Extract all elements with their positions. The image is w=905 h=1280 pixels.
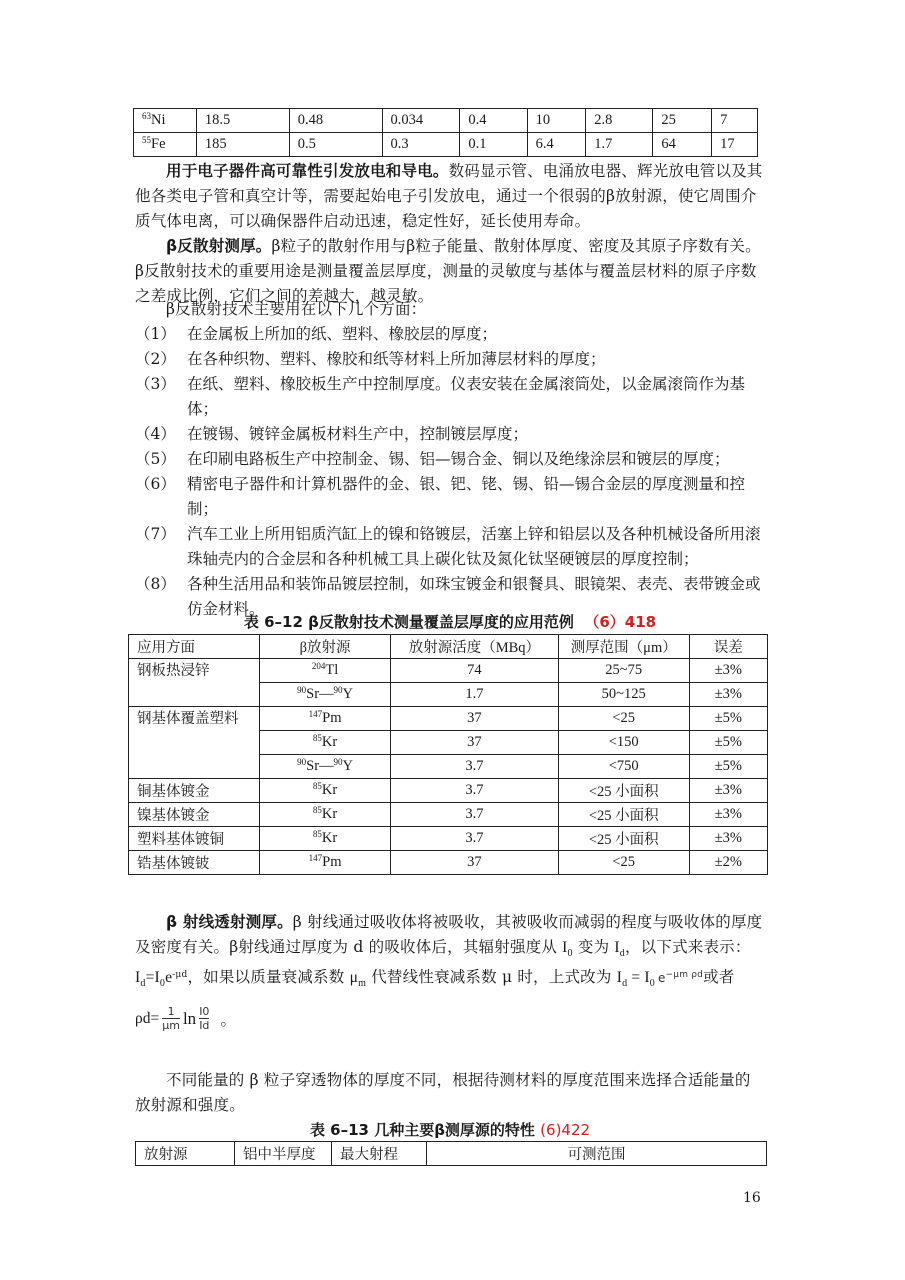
uses-list bbox=[135, 322, 765, 622]
activity-cell: 1.7 bbox=[391, 683, 559, 707]
source-cell: $^{85}$Kr bbox=[260, 731, 391, 755]
range-cell: <25 小面积 bbox=[558, 803, 689, 827]
cell: 7 bbox=[712, 109, 758, 133]
cell: 6.4 bbox=[527, 133, 586, 157]
table-row bbox=[129, 827, 768, 851]
source-cell: $^{85}$Kr bbox=[260, 827, 391, 851]
range-cell: <25 bbox=[558, 851, 689, 875]
header-cell: β放射源 bbox=[260, 635, 391, 659]
app-cell: 镍基体镀金 bbox=[129, 803, 260, 827]
range-cell: <25 bbox=[558, 707, 689, 731]
app-cell: 铜基体镀金 bbox=[129, 779, 260, 803]
isotope-table-continued bbox=[133, 108, 758, 157]
range-cell: 25~75 bbox=[558, 659, 689, 683]
source-cell: $^{90}$Sr—$^{90}$Y bbox=[260, 683, 391, 707]
activity-cell: 74 bbox=[391, 659, 559, 683]
cell: 0.48 bbox=[289, 109, 382, 133]
table-row bbox=[134, 133, 758, 157]
range-cell: <150 bbox=[558, 731, 689, 755]
header-cell: 应用方面 bbox=[129, 635, 260, 659]
paragraph-energy: 不同能量的 β 粒子穿透物体的厚度不同，根据待测材料的厚度范围来选择合适能量的放射源和强度。 bbox=[135, 1071, 751, 1114]
source-cell: $^{147}$Pm bbox=[260, 851, 391, 875]
range-cell: 50~125 bbox=[558, 683, 689, 707]
cell: 0.034 bbox=[382, 109, 460, 133]
paragraph-heading: β反散射测厚。 bbox=[166, 237, 272, 255]
list-item: （5） 在印刷电路板生产中控制金、锡、铝—锡合金、铜以及绝缘涂层和镀层的厚度； bbox=[135, 450, 730, 468]
paragraph-text: 数码显示管、电涌放电器、辉光放电管以及其他各类电子管和真空计等，需要起始电子引发放电，通过一个很弱的β放射源，使它周围介质气体电离，可以确保器件启动迅速，稳定性好，延长使用寿命。 bbox=[135, 162, 763, 230]
header-cell: 最大射程 bbox=[332, 1142, 427, 1166]
list-item: （3） 在纸、塑料、橡胶板生产中控制厚度。仪表安装在金属滚筒处，以金属滚筒作为基体； bbox=[135, 375, 746, 418]
list-item: （6） 精密电子器件和计算机器件的金、银、钯、铑、锡、铅—锡合金层的厚度测量和控制； bbox=[135, 475, 746, 518]
table-header-row bbox=[129, 635, 768, 659]
header-cell: 可测范围 bbox=[427, 1142, 767, 1166]
cell: 0.4 bbox=[460, 109, 527, 133]
activity-cell: 3.7 bbox=[391, 779, 559, 803]
table-header-row bbox=[136, 1142, 767, 1166]
cell: 185 bbox=[196, 133, 289, 157]
table-row bbox=[134, 109, 758, 133]
page-number: 16 bbox=[743, 1190, 761, 1206]
cell: 1.7 bbox=[586, 133, 653, 157]
cell: 64 bbox=[653, 133, 712, 157]
formula-line: $I_d=I_0e^{-\mu d}$，如果以质量衰减系数 $\mu_m$ 代替线性衰减系数 μ 时，上式改为 $I_d = I_0$ $e^{-\mu m \rho d}$或者 bbox=[135, 968, 735, 990]
list-item: （1） 在金属板上所加的纸、塑料、橡胶层的厚度； bbox=[135, 325, 498, 343]
paragraph-discharge bbox=[135, 159, 765, 234]
table-row bbox=[129, 707, 768, 731]
header-cell: 误差 bbox=[689, 635, 767, 659]
list-item: （2） 在各种织物、塑料、橡胶和纸等材料上所加薄层材料的厚度； bbox=[135, 350, 606, 368]
cell: 0.5 bbox=[289, 133, 382, 157]
header-cell: 放射源活度（MBq） bbox=[391, 635, 559, 659]
cell: 10 bbox=[527, 109, 586, 133]
error-cell: ±3% bbox=[689, 827, 767, 851]
paragraph-uses-intro: β反散射技术主要用在以下几个方面： bbox=[166, 300, 427, 318]
isotope-cell: $^{63}$Ni bbox=[134, 109, 197, 133]
error-cell: ±5% bbox=[689, 755, 767, 779]
source-cell: $^{204}$Tl bbox=[260, 659, 391, 683]
isotope-cell: $^{55}$Fe bbox=[134, 133, 197, 157]
header-cell: 放射源 bbox=[136, 1142, 235, 1166]
cell: 0.3 bbox=[382, 133, 460, 157]
paragraph-heading: β 射线透射测厚。 bbox=[166, 913, 293, 931]
cell: 0.1 bbox=[460, 133, 527, 157]
formula-rho-d: ρd= $\frac{1}{\mu m}$ ln $\frac{I0}{Id}$ 。 bbox=[135, 1005, 236, 1032]
app-cell: 钢基体覆盖塑料 bbox=[129, 707, 260, 779]
paragraph-heading: 用于电子器件高可靠性引发放电和导电。 bbox=[166, 162, 449, 180]
fraction: $\frac{1}{\mu m}$ bbox=[162, 1005, 180, 1032]
list-item: （4） 在镀锡、镀锌金属板材料生产中，控制镀层厚度； bbox=[135, 425, 529, 443]
app-cell: 锆基体镀铍 bbox=[129, 851, 260, 875]
range-cell: <25 小面积 bbox=[558, 827, 689, 851]
list-item: （8） 各种生活用品和装饰品镀层控制，如珠宝镀金和银餐具、眼镜架、表壳、表带镀金或仿金材料。 bbox=[135, 575, 761, 618]
error-cell: ±5% bbox=[689, 707, 767, 731]
paragraph-transmission: β 射线透射测厚。β 射线通过吸收体将被吸收，其被吸收而减弱的程度与吸收体的厚度及密度有关。β射线通过厚度为 d 的吸收体后，其辐射强度从 $I_0$ 变为 $I_d$，以下式来表示： bbox=[135, 913, 763, 960]
activity-cell: 3.7 bbox=[391, 803, 559, 827]
range-cell: <25 小面积 bbox=[558, 779, 689, 803]
reference-mark: （6）418 bbox=[584, 613, 657, 631]
error-cell: ±5% bbox=[689, 731, 767, 755]
activity-cell: 3.7 bbox=[391, 827, 559, 851]
cell: 17 bbox=[712, 133, 758, 157]
thickness-source-table bbox=[135, 1141, 767, 1166]
error-cell: ±2% bbox=[689, 851, 767, 875]
list-item: （7） 汽车工业上所用铝质汽缸上的镍和铬镀层，活塞上锌和铅层以及各种机械设备所用滚珠轴壳内的合金层和各种机械工具上碳化钛及氮化钛坚硬镀层的厚度控制； bbox=[135, 525, 761, 568]
cell: 18.5 bbox=[196, 109, 289, 133]
error-cell: ±3% bbox=[689, 779, 767, 803]
source-cell: $^{85}$Kr bbox=[260, 779, 391, 803]
source-cell: $^{90}$Sr—$^{90}$Y bbox=[260, 755, 391, 779]
reference-mark: (6)422 bbox=[540, 1121, 591, 1139]
table-row bbox=[129, 851, 768, 875]
backscatter-table bbox=[128, 634, 768, 875]
table-row bbox=[129, 659, 768, 683]
header-cell: 铝中半厚度 bbox=[235, 1142, 332, 1166]
error-cell: ±3% bbox=[689, 803, 767, 827]
error-cell: ±3% bbox=[689, 659, 767, 683]
range-cell: <750 bbox=[558, 755, 689, 779]
activity-cell: 3.7 bbox=[391, 755, 559, 779]
header-cell: 测厚范围（μm） bbox=[558, 635, 689, 659]
error-cell: ±3% bbox=[689, 683, 767, 707]
table-row bbox=[129, 803, 768, 827]
source-cell: $^{147}$Pm bbox=[260, 707, 391, 731]
activity-cell: 37 bbox=[391, 707, 559, 731]
table-caption-6-12: 表 6–12 β反散射技术测量覆盖层厚度的应用范例 （6）418 bbox=[243, 613, 657, 631]
paragraph-text: β粒子的散射作用与β粒子能量、散射体厚度、密度及其原子序数有关。β反散射技术的重要用途是测量覆盖层厚度，测量的灵敏度与基体与覆盖层材料的原子序数之差成比例，它们之间的差越大，越灵敏。 bbox=[135, 237, 761, 305]
activity-cell: 37 bbox=[391, 851, 559, 875]
table-caption-6-13: 表 6–13 几种主要β测厚源的特性 (6)422 bbox=[309, 1121, 591, 1139]
app-cell: 钢板热浸锌 bbox=[129, 659, 260, 707]
cell: 25 bbox=[653, 109, 712, 133]
table-row bbox=[129, 779, 768, 803]
source-cell: $^{85}$Kr bbox=[260, 803, 391, 827]
fraction: $\frac{I0}{Id}$ bbox=[199, 1005, 210, 1032]
cell: 2.8 bbox=[586, 109, 653, 133]
app-cell: 塑料基体镀铜 bbox=[129, 827, 260, 851]
activity-cell: 37 bbox=[391, 731, 559, 755]
